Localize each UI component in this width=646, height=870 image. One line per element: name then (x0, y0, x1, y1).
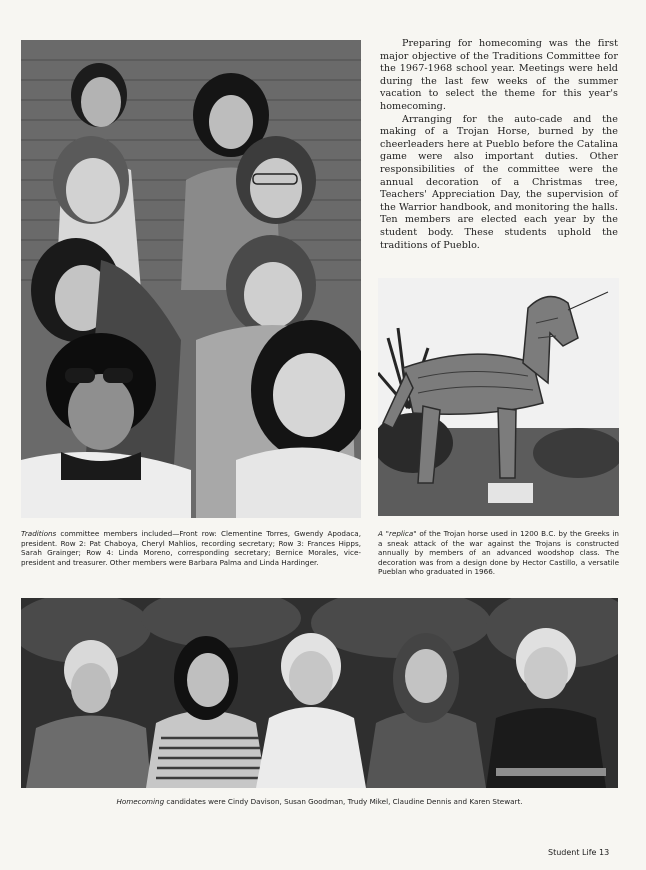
homecoming-candidates-caption (21, 797, 618, 807)
traditions-committee-caption (21, 529, 361, 567)
caption-text: committee members included—Front row: Clementine Torres, Gwendy Apodaca, president. Row 2: Pat Chaboya, Cheryl Mahlios, recording secretary; Row 3: Frances Hipps, Sarah Grainger; Row 4: Linda Moreno, corresponding secretary; Bernice Morales, vice-president and treasurer. Other members were Barbara Palma and Linda Hardinger. (21, 529, 361, 567)
trojan-horse-photo (378, 278, 619, 516)
homecoming-candidates-photo (21, 598, 618, 788)
caption-lead: Homecoming (116, 797, 165, 806)
caption-lead: A "replica" (378, 529, 417, 538)
caption-text: of the Trojan horse used in 1200 B.C. by the Greeks in a sneak attack of the war against the Trojans is constructed annually by members of an advanced woodshop class. The decoration was from a design done by Hector Castillo, a versatile Pueblan who graduated in 1966. (378, 529, 619, 577)
traditions-committee-photo (21, 40, 361, 518)
page-folio: Student Life 13 (548, 848, 610, 857)
caption-lead: Traditions (21, 529, 57, 538)
article-paragraph: Arranging for the auto-cade and the making of a Trojan Horse, burned by the cheerleaders here at Pueblo before the Catalina game were also important duties. Other responsibilities of the committee were the annual decoration of a Christmas tree, Teachers' Appreciation Day, the supervision of the Warrior handbook, and monitoring the halls. Ten members are elected each year by the student body. These students uphold the traditions of Pueblo. (380, 113, 618, 251)
caption-text: candidates were Cindy Davison, Susan Goodman, Trudy Mikel, Claudine Dennis and Karen Stewart. (164, 797, 523, 806)
trojan-horse-caption (378, 529, 619, 577)
article-paragraph: Preparing for homecoming was the first major objective of the Traditions Committee for the 1967-1968 school year. Meetings were held during the last few weeks of the summer vacation to select the theme for this year's homecoming. (380, 38, 618, 112)
article-body (380, 38, 618, 252)
